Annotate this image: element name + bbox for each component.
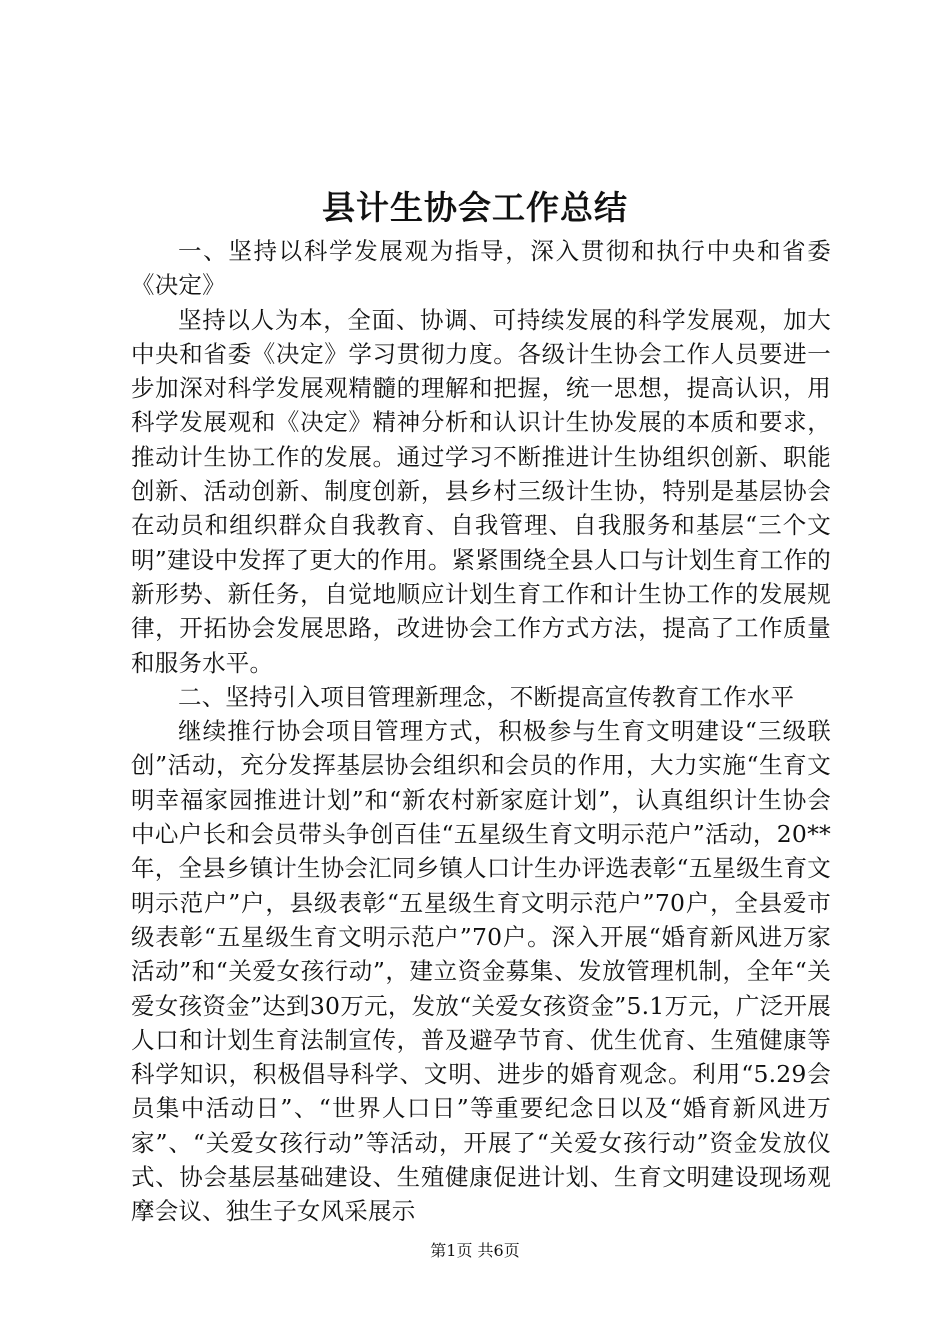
body-paragraph-2: 继续推行协会项目管理方式，积极参与生育文明建设“三级联创”活动，充分发挥基层协会组织和会员的作用，大力实施“生育文明幸福家园推进计划”和“新农村新家庭计划”，认真组织计生协会中心户长和会员带头争创百佳“五星级生育文明示范户”活动，20**年，全县乡镇计生协会汇同乡镇人口计生办评选表彰“五星级生育文明示范户”户，县级表彰“五星级生育文明示范户”70户，全县爱市级表彰“五星级生育文明示范户”70户。深入开展“婚育新风进万家活动”和“关爱女孩行动”，建立资金募集、发放管理机制，全年“关爱女孩资金”达到30万元，发放“关爱女孩资金”5.1万元，广泛开展人口和计划生育法制宣传，普及避孕节育、优生优育、生殖健康等科学知识，积极倡导科学、文明、进步的婚育观念。利用“5.29会员集中活动日”、“世界人口日”等重要纪念日以及“婚育新风进万家”、“关爱女孩行动”等活动，开展了“关爱女孩行动”资金发放仪式、协会基层基础建设、生殖健康促进计划、生育文明建设现场观摩会议、独生子女风采展示 [131,717,831,1226]
document-body [131,234,831,1229]
page-footer: 第1页 共6页 [430,1241,520,1260]
section-heading-2: 二、坚持引入项目管理新理念，不断提高宣传教育工作水平 [178,682,795,711]
section-heading-1: 一、坚持以科学发展观为指导，深入贯彻和执行中央和省委《决定》 [131,237,831,300]
body-paragraph-1: 坚持以人为本，全面、协调、可持续发展的科学发展观，加大中央和省委《决定》学习贯彻力度。各级计生协会工作人员要进一步加深对科学发展观精髓的理解和把握，统一思想，提高认识，用科学发展观和《决定》精神分析和认识计生协发展的本质和要求，推动计生协工作的发展。通过学习不断推进计生协组织创新、职能创新、活动创新、制度创新，县乡村三级计生协，特别是基层协会在动员和组织群众自我教育、自我管理、自我服务和基层“三个文明”建设中发挥了更大的作用。紧紧围绕全县人口与计划生育工作的新形势、新任务，自觉地顺应计划生育工作和计生协工作的发展规律，开拓协会发展思路，改进协会工作方式方法，提高了工作质量和服务水平。 [131,305,831,677]
document-title: 县计生协会工作总结 [322,188,628,227]
